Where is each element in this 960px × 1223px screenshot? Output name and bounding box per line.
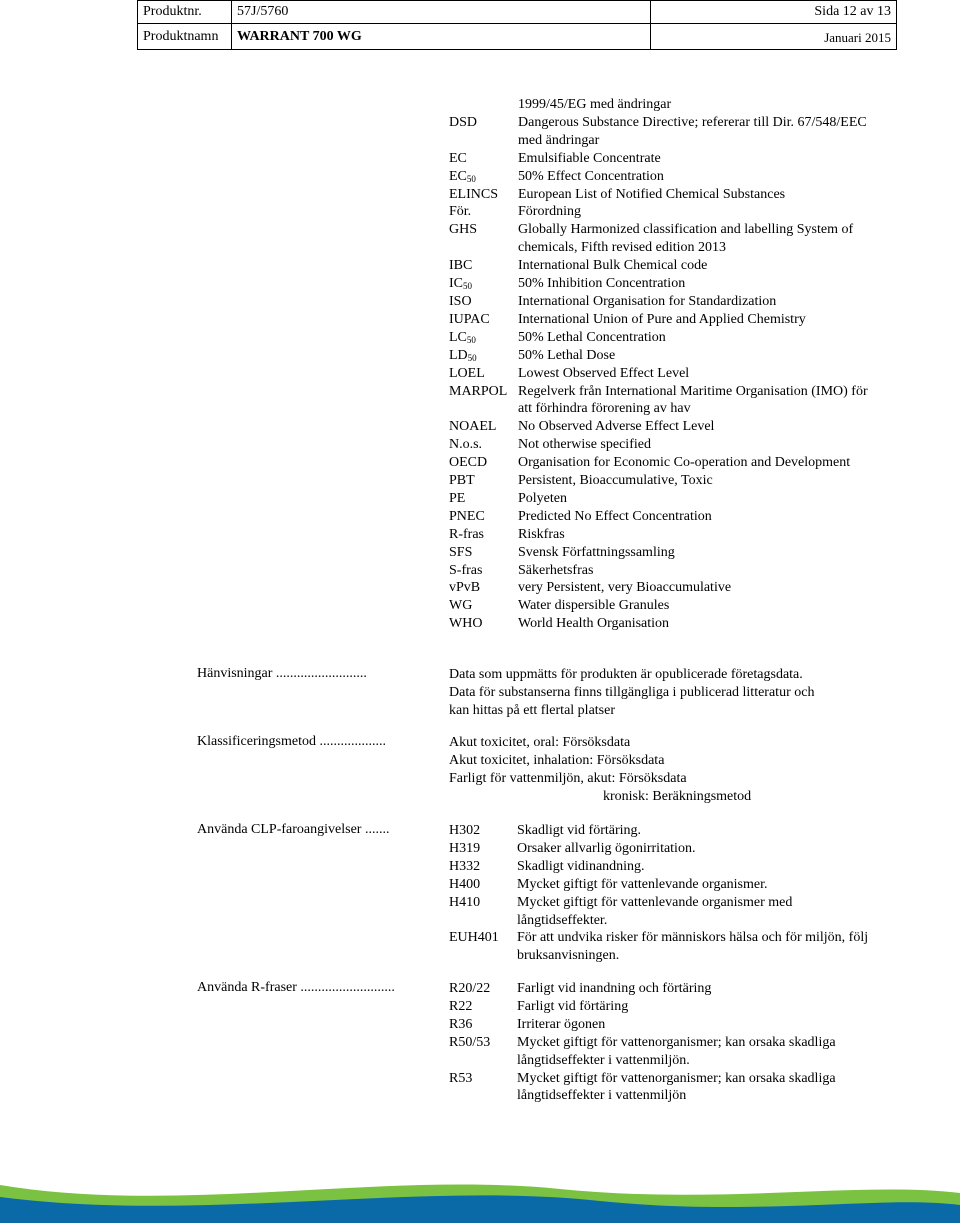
abbreviation-key <box>449 544 472 562</box>
abbreviation-item <box>449 168 878 186</box>
classification-line: Akut toxicitet, oral: Försöksdata <box>449 735 631 750</box>
abbreviation-subscript: 50 <box>467 352 477 363</box>
abbreviation-key-text: vPvB <box>449 580 481 596</box>
abbreviation-key-text: SFS <box>449 544 473 560</box>
abbreviation-value: Water dispersible Granules <box>518 598 670 614</box>
abbreviation-key <box>449 597 472 615</box>
abbreviation-key-text: LC <box>449 329 467 345</box>
abbreviation-subscript: 50 <box>466 173 476 184</box>
abbreviation-item <box>449 579 878 597</box>
r-phrase-code: R36 <box>449 1016 473 1032</box>
clp-statement-code: H410 <box>449 894 481 910</box>
abbreviation-subscript: 50 <box>466 334 476 345</box>
abbreviation-value: Förordning <box>518 204 581 220</box>
abbreviation-key-text: OECD <box>449 455 488 471</box>
abbreviation-value: Organisation for Economic Co-operation and Development <box>518 455 851 471</box>
abbreviation-value: Lowest Observed Effect Level <box>518 365 690 381</box>
references-line: Data som uppmätts för produkten är opublicerade företagsdata. <box>449 667 803 682</box>
clp-statement <box>449 858 869 876</box>
abbreviation-key-text: WHO <box>449 616 483 632</box>
abbreviation-key <box>449 508 485 526</box>
abbreviation-value: 1999/45/EG med ändringar <box>518 97 672 112</box>
abbreviation-item <box>449 597 878 615</box>
classification-line: Akut toxicitet, inhalation: Försöksdata <box>449 752 665 768</box>
classification-line: Farligt för vattenmiljön, akut: Försöksdata <box>449 770 687 786</box>
product-name: WARRANT 700 WG <box>232 24 651 50</box>
clp-statement-text: Mycket giftigt för vattenlevande organismer med långtidseffekter. <box>517 894 793 928</box>
r-phrase-code: R20/22 <box>449 981 491 996</box>
abbreviation-key <box>449 311 490 329</box>
abbreviation-list <box>449 96 878 633</box>
clp-statement <box>449 840 869 858</box>
r-phrase-code: R22 <box>449 998 473 1014</box>
abbreviation-key-text: LOEL <box>449 365 485 381</box>
clp-statement-text: Mycket giftigt för vattenlevande organismer. <box>517 876 768 892</box>
abbreviation-key <box>449 186 498 204</box>
abbreviation-key <box>449 365 485 383</box>
abbreviation-item <box>449 96 878 114</box>
abbreviation-key-text: MARPOL <box>449 383 508 399</box>
r-phrase-code: R53 <box>449 1070 473 1086</box>
abbreviation-key <box>449 526 484 544</box>
abbreviation-item <box>449 436 878 454</box>
abbreviation-value: 50% Lethal Concentration <box>518 329 666 345</box>
product-no-label: Produktnr. <box>138 1 232 24</box>
abbreviation-value: 50% Effect Concentration <box>518 168 664 184</box>
abbreviation-key <box>449 383 507 401</box>
r-phrase <box>449 1070 869 1106</box>
clp-statement <box>449 876 869 894</box>
clp-statement-text: Orsaker allvarlig ögonirritation. <box>517 840 696 856</box>
abbreviation-key <box>449 293 472 311</box>
clp-statement-text: Skadligt vid förtäring. <box>517 823 642 838</box>
r-phrase-text: Irriterar ögonen <box>517 1016 606 1032</box>
abbreviation-key <box>449 150 467 168</box>
clp-statement-code: H319 <box>449 840 481 856</box>
clp-statement-text: Skadligt vidinandning. <box>517 858 645 874</box>
abbreviation-item <box>449 454 878 472</box>
abbreviation-key <box>449 257 472 275</box>
abbreviation-key <box>449 221 477 239</box>
abbreviation-key <box>449 579 480 597</box>
abbreviation-item <box>449 293 878 311</box>
clp-statement-text: För att undvika risker för människors hälsa och för miljön, följ bruksanvisningen. <box>517 930 869 964</box>
abbreviation-value: 50% Inhibition Concentration <box>518 276 686 292</box>
abbreviation-key <box>449 490 465 508</box>
r-phrase-text: Mycket giftigt för vattenorganismer; kan orsaka skadliga långtidseffekter i vattenmiljön <box>517 1070 836 1104</box>
abbreviation-value: Not otherwise specified <box>518 437 651 453</box>
abbreviation-item <box>449 526 878 544</box>
abbreviation-item <box>449 329 878 347</box>
abbreviation-key-text: För. <box>449 204 472 220</box>
abbreviation-item <box>449 490 878 508</box>
footer-wave-graphic <box>0 1163 960 1223</box>
abbreviation-key-text: IUPAC <box>449 311 490 327</box>
abbreviation-key-text: EC <box>449 168 467 184</box>
clp-label: Använda CLP-faroangivelser ....... <box>197 822 390 837</box>
abbreviation-value: Persistent, Bioaccumulative, Toxic <box>518 473 713 489</box>
abbreviation-value: Globally Harmonized classification and labelling System of chemicals, Fifth revised edition 2013 <box>518 222 854 256</box>
abbreviation-key <box>449 562 482 580</box>
abbreviation-value: Svensk Författningssamling <box>518 544 675 560</box>
clp-statement-code: H332 <box>449 858 481 874</box>
abbreviation-item <box>449 186 878 204</box>
abbreviation-value: Dangerous Substance Directive; refererar till Dir. 67/548/EEC med ändringar <box>518 114 867 148</box>
r-phrase <box>449 980 869 998</box>
r-phrase <box>449 1016 869 1034</box>
r-phrase <box>449 1034 869 1070</box>
r-phrases-list <box>449 980 869 1105</box>
clp-statement-code: EUH401 <box>449 930 499 946</box>
product-no: 57J/5760 <box>232 1 651 24</box>
abbreviation-key-text: PE <box>449 490 466 506</box>
abbreviation-key-text: PNEC <box>449 508 485 524</box>
abbreviation-item <box>449 114 878 150</box>
r-phrase-text: Farligt vid inandning och förtäring <box>517 981 712 996</box>
abbreviation-value: Säkerhetsfras <box>518 562 594 578</box>
abbreviation-key <box>449 472 475 490</box>
document-date: Januari 2015 <box>651 24 897 50</box>
clp-list <box>449 822 869 965</box>
abbreviation-key <box>449 203 471 221</box>
abbreviation-key-text: EC <box>449 150 467 166</box>
abbreviation-value: European List of Notified Chemical Substances <box>518 186 786 202</box>
abbreviation-value: Polyeten <box>518 490 567 506</box>
abbreviation-item <box>449 365 878 383</box>
abbreviation-value: very Persistent, very Bioaccumulative <box>518 580 732 596</box>
abbreviation-key-text: ELINCS <box>449 186 498 202</box>
abbreviation-key-text: IBC <box>449 258 473 274</box>
abbreviation-key-text: GHS <box>449 222 478 238</box>
references-label: Hänvisningar .......................... <box>197 666 367 681</box>
abbreviation-value: Riskfras <box>518 526 565 542</box>
abbreviation-value: Emulsifiable Concentrate <box>518 150 661 166</box>
product-name-label: Produktnamn <box>138 24 232 50</box>
abbreviation-item <box>449 544 878 562</box>
classification-label: Klassificeringsmetod ................... <box>197 734 386 749</box>
abbreviation-subscript: 50 <box>463 281 472 292</box>
abbreviation-key <box>449 114 477 132</box>
abbreviation-item <box>449 383 878 419</box>
abbreviation-value: International Organisation for Standardization <box>518 293 777 309</box>
document-header <box>137 0 897 50</box>
clp-statement <box>449 894 869 930</box>
abbreviation-item <box>449 562 878 580</box>
abbreviation-key-text: WG <box>449 598 473 614</box>
page-indicator: Sida 12 av 13 <box>651 1 897 24</box>
abbreviation-item <box>449 257 878 275</box>
abbreviation-item <box>449 311 878 329</box>
abbreviation-item <box>449 203 878 221</box>
abbreviation-item <box>449 472 878 490</box>
abbreviation-value: 50% Lethal Dose <box>518 347 616 363</box>
abbreviation-item <box>449 418 878 436</box>
abbreviation-key <box>449 615 482 633</box>
abbreviation-value: World Health Organisation <box>518 616 670 632</box>
r-phrase-text: Mycket giftigt för vattenorganismer; kan orsaka skadliga långtidseffekter i vattenmiljön. <box>517 1034 836 1068</box>
abbreviation-key <box>449 454 487 472</box>
abbreviation-value: International Bulk Chemical code <box>518 258 708 274</box>
abbreviation-key-text: PBT <box>449 473 475 489</box>
clp-statement-code: H302 <box>449 823 481 838</box>
abbreviation-key-text: N.o.s. <box>449 437 483 453</box>
abbreviation-item <box>449 347 878 365</box>
r-phrase <box>449 998 869 1016</box>
abbreviation-item <box>449 508 878 526</box>
abbreviation-key-text: ISO <box>449 293 472 309</box>
references-line: Data för substanserna finns tillgängliga i publicerad litteratur och <box>449 684 815 700</box>
classification-line: kronisk: Beräkningsmetod <box>603 788 752 804</box>
abbreviation-key-text: DSD <box>449 114 478 130</box>
abbreviation-item <box>449 150 878 168</box>
abbreviation-key-text: S-fras <box>449 562 483 578</box>
abbreviation-item <box>449 221 878 257</box>
abbreviation-key-text: R-fras <box>449 526 484 542</box>
abbreviation-key-text: NOAEL <box>449 419 497 435</box>
abbreviation-key-text: IC <box>449 276 463 292</box>
abbreviation-item <box>449 275 878 293</box>
clp-statement <box>449 822 869 840</box>
r-phrase-text: Farligt vid förtäring <box>517 998 629 1014</box>
clp-statement <box>449 929 869 965</box>
abbreviation-value: Regelverk från International Maritime Organisation (IMO) för att förhindra förorening av hav <box>518 383 868 417</box>
abbreviation-key <box>449 436 482 454</box>
clp-statement-code: H400 <box>449 876 481 892</box>
abbreviation-key-text: LD <box>449 347 468 363</box>
references-line: kan hittas på ett flertal platser <box>449 702 615 718</box>
r-phrase-code: R50/53 <box>449 1034 491 1050</box>
r-phrases-label: Använda R-fraser ........................... <box>197 980 395 995</box>
abbreviation-value: No Observed Adverse Effect Level <box>518 419 715 435</box>
abbreviation-value: International Union of Pure and Applied Chemistry <box>518 311 806 327</box>
abbreviation-value: Predicted No Effect Concentration <box>518 508 712 524</box>
abbreviation-key <box>449 418 496 436</box>
abbreviation-item <box>449 615 878 633</box>
